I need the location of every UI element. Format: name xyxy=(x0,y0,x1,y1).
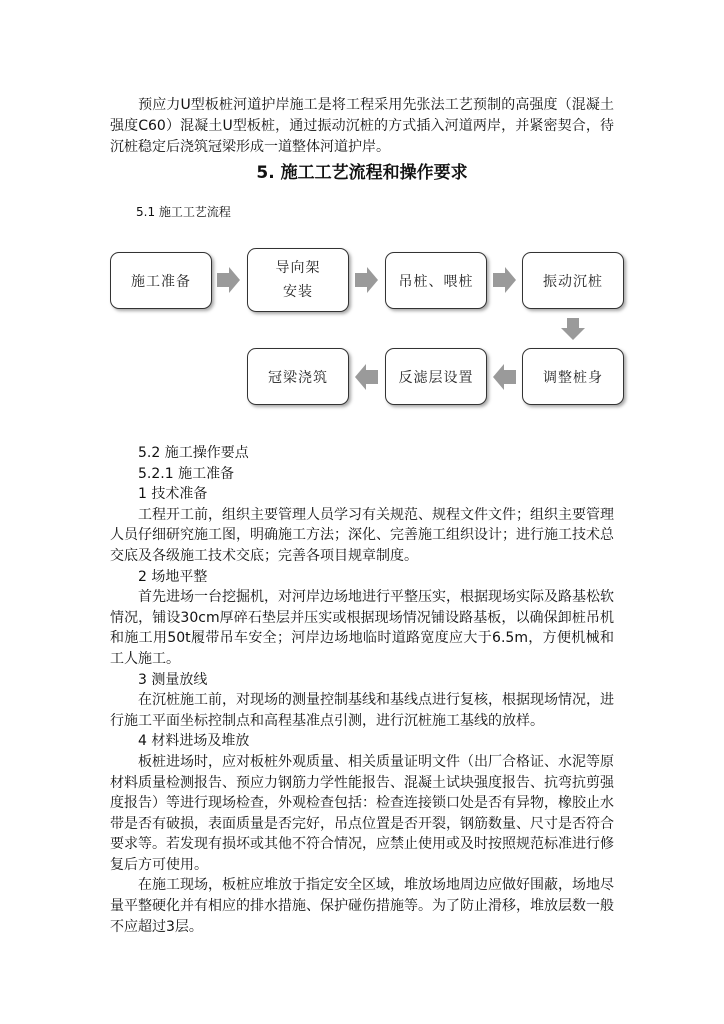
flow-step-crown-beam xyxy=(247,348,349,405)
flow-arrow-right-icon xyxy=(217,267,241,293)
paragraph-site-leveling xyxy=(110,587,614,669)
paragraph-materials xyxy=(110,752,614,876)
flow-step-guide-frame xyxy=(247,248,349,312)
flow-arrow-right-icon xyxy=(355,267,379,293)
paragraph-technical-prep xyxy=(110,505,614,567)
paragraph-site-leveling-text: 首先进场一台挖掘机，对河岸边场地进行平整压实，根据现场实际及路基松软情况，铺设30cm厚碎石垫层并压实或根据现场情况铺设路基板，以确保卸桩吊机和施工用50t履带吊车安全；河岸边场地临时道路宽度应大于6.5m，方便机械和工人施工。 xyxy=(110,589,614,667)
flow-step-filter-layer-label: 反滤层设置 xyxy=(398,369,474,386)
intro-text: 预应力U型板桩河道护岸施工是将工程采用先张法工艺预制的高强度（混凝土强度C60）混凝土U型板桩，通过振动沉桩的方式插入河道两岸，并紧密契合，待沉桩稳定后浇筑冠梁形成一道整体河道护岸。 xyxy=(110,97,614,155)
paragraph-materials-text: 板桩进场时，应对板桩外观质量、相关质量证明文件（出厂合格证、水泥等原材料质量检测报告、预应力钢筋力学性能报告、混凝土试块强度报告、抗弯抗剪强度报告）等进行现场检查，外观检查包括：检查连接锁口处是否有异物，橡胶止水带是否有破损，表面质量是否完好，吊点位置是否开裂，钢筋数量、尺寸是否符合要求等。若发现有损坏或其他不符合情况，应禁止使用或及时按照规范标准进行修复后方可使用。 xyxy=(110,753,614,873)
section-title: 5. 施工工艺流程和操作要求 xyxy=(256,163,468,183)
heading-technical-prep: 1 技术准备 xyxy=(138,486,208,503)
flow-step-filter-layer xyxy=(385,348,487,405)
paragraph-technical-prep-text: 工程开工前，组织主要管理人员学习有关规范、规程文件文件；组织主要管理人员仔细研究施工图，明确施工方法；深化、完善施工组织设计；进行施工技术总交底及各级施工技术交底；完善各项目规章制度。 xyxy=(110,506,614,564)
flow-arrow-left-icon xyxy=(493,364,517,390)
intro-paragraph xyxy=(110,95,614,158)
paragraph-survey xyxy=(110,690,614,731)
flow-arrow-down-icon xyxy=(561,318,585,340)
paragraph-storage xyxy=(110,875,614,937)
body-text xyxy=(110,443,614,937)
flow-step-crown-beam-label: 冠梁浇筑 xyxy=(268,369,328,386)
heading-materials: 4 材料进场及堆放 xyxy=(138,733,250,750)
flow-step-lift-pile-label: 吊桩、喂桩 xyxy=(398,273,474,290)
subsection-5-2-1: 5.2.1 施工准备 xyxy=(138,465,235,482)
flow-step-vibrate-pile xyxy=(522,252,624,309)
flow-step-vibrate-pile-label: 振动沉桩 xyxy=(543,273,603,290)
flow-step-adjust-pile-label: 调整桩身 xyxy=(543,369,603,386)
flow-step-guide-frame-label-1: 导向架 xyxy=(275,260,321,276)
flow-step-guide-frame-label-2: 安装 xyxy=(283,284,313,300)
paragraph-storage-text: 在施工现场，板桩应堆放于指定安全区域，堆放场地周边应做好围蔽，场地尽量平整硬化并有相应的排水措施、保护碰伤措施等。为了防止滑移，堆放层数一般不应超过3层。 xyxy=(110,877,614,935)
flow-step-preparation xyxy=(110,252,212,309)
flow-arrow-right-icon xyxy=(493,267,517,293)
heading-site-leveling: 2 场地平整 xyxy=(138,568,208,585)
subsection-5-2: 5.2 施工操作要点 xyxy=(138,445,249,461)
flow-arrow-left-icon xyxy=(355,364,379,390)
flow-step-lift-pile xyxy=(385,252,487,309)
flow-step-adjust-pile xyxy=(522,348,624,405)
heading-survey: 3 测量放线 xyxy=(138,671,208,688)
flow-step-preparation-label: 施工准备 xyxy=(131,273,191,290)
paragraph-survey-text: 在沉桩施工前，对现场的测量控制基线和基线点进行复核，根据现场情况，进行施工平面坐标控制点和高程基准点引测，进行沉桩施工基线的放样。 xyxy=(110,692,614,729)
subsection-5-1: 5.1 施工工艺流程 xyxy=(136,205,231,219)
